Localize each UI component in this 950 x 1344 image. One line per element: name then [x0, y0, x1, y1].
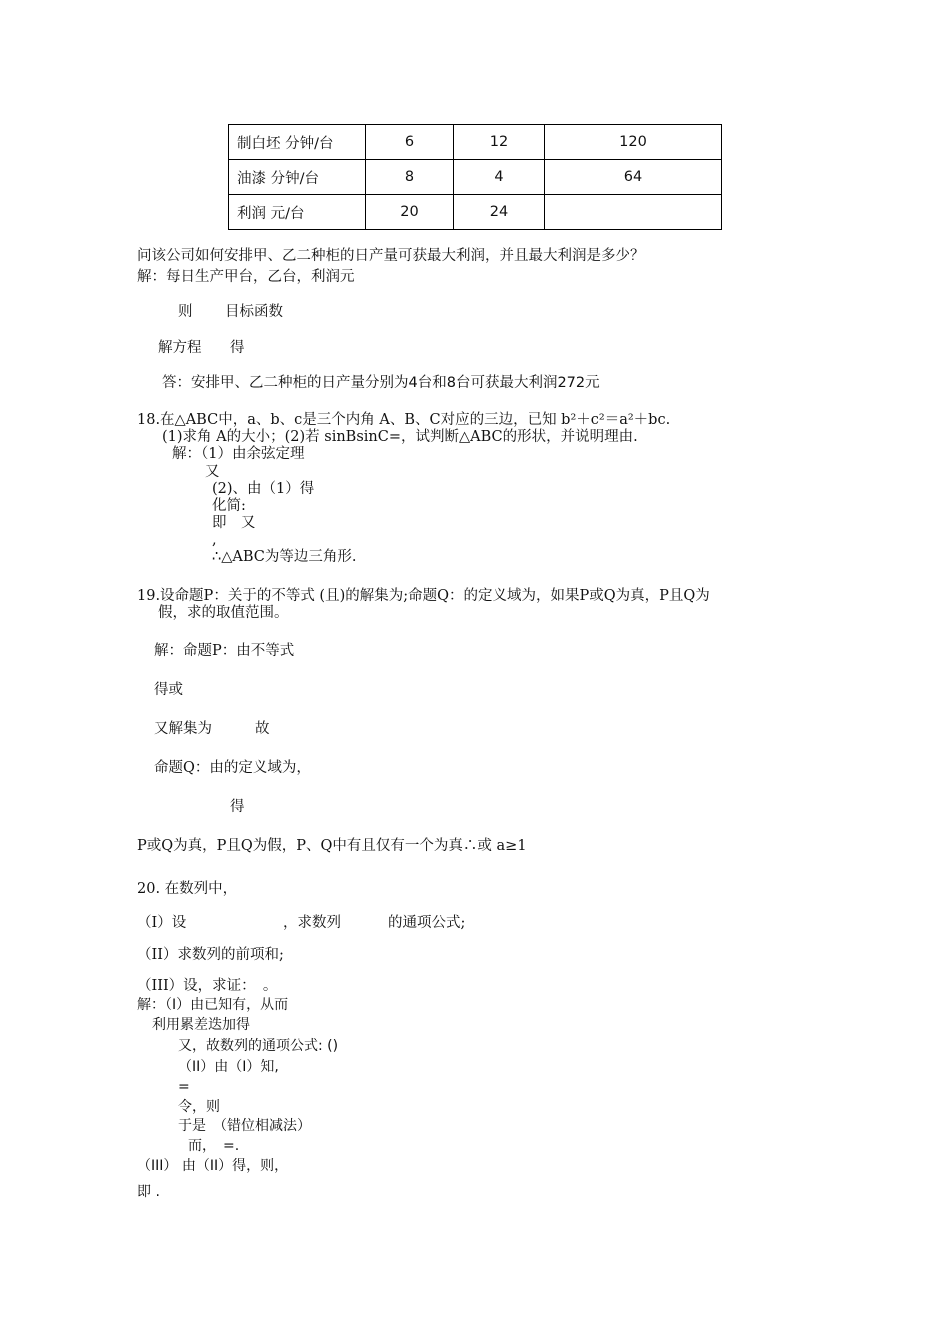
p19-statement: 19.设命题P：关于的不等式 (且)的解集为;命题Q：的定义域为，如果P或Q为真，P且Q为	[137, 588, 710, 604]
p20-question: 的通项公式;	[388, 915, 466, 931]
p20-solution-line: 即 .	[137, 1184, 160, 1200]
p20-question: （III）设，求证： 。	[137, 978, 278, 994]
table-row	[229, 195, 722, 230]
p20-solution-line: 解：（I）由已知有，从而	[137, 997, 289, 1013]
p18-solution-line: 又	[205, 464, 220, 480]
cell-value: 24	[454, 195, 545, 230]
row-label: 油漆 分钟/台	[229, 160, 366, 195]
p20-solution-line: 又，故数列的通项公式: ()	[178, 1038, 339, 1054]
p19-solution-line: 得或	[154, 682, 183, 698]
p18-solution-line: ∴△ABC为等边三角形.	[212, 549, 357, 565]
p20-solution-line: 利用累差迭加得	[152, 1017, 250, 1033]
p18-solution-line: 化简:	[212, 498, 246, 514]
p20-question: （I）设	[137, 915, 187, 931]
p18-statement: (1)求角 A的大小；(2)若 sinBsinC=，试判断△ABC的形状，并说明理由.	[162, 429, 638, 445]
p17-question: 问该公司如何安排甲、乙二种柜的日产量可获最大利润，并且最大利润是多少？	[137, 248, 645, 264]
p20-question: ，求数列	[283, 915, 341, 931]
p19-conclusion: P或Q为真，P且Q为假，P、Q中有且仅有一个为真∴或 a≥1	[137, 838, 527, 854]
p18-solution-line: (2)、由（1）得	[212, 481, 315, 497]
p20-solution-line: （III） 由（II）得，则，	[137, 1158, 289, 1174]
cell-value: 4	[454, 160, 545, 195]
p19-solution-line: 得	[230, 799, 245, 815]
p20-solution-line: （II）由（I）知,	[178, 1059, 279, 1075]
cell-value: 120	[545, 125, 722, 160]
p19-solution-line: 故	[255, 721, 270, 737]
p20-question: （II）求数列的前项和;	[137, 947, 284, 963]
p17-solution-line: 则	[178, 304, 193, 320]
row-label: 制白坯 分钟/台	[229, 125, 366, 160]
cell-value: 64	[545, 160, 722, 195]
p17-solution-line: 得	[230, 340, 245, 356]
table-row	[229, 125, 722, 160]
cell-value: 8	[366, 160, 454, 195]
p18-solution-line: 解：（1）由余弦定理	[172, 446, 305, 462]
p18-solution-line: 即 又	[212, 515, 256, 531]
p17-solution-line: 解：每日生产甲台，乙台，利润元	[137, 269, 355, 285]
p18-statement: 18.在△ABC中，a、b、c是三个内角 A、B、C对应的三边，已知 b²＋c²＝a²＋bc.	[137, 412, 671, 428]
cell-value: 12	[454, 125, 545, 160]
p20-solution-line: 令，则	[178, 1099, 220, 1115]
cell-value: 20	[366, 195, 454, 230]
p17-solution-line: 解方程	[158, 340, 202, 356]
p19-solution-line: 命题Q：由的定义域为，	[154, 760, 311, 776]
cell-value	[545, 195, 722, 230]
p18-solution-line: ,	[212, 532, 217, 548]
p20-solution-line: 于是 （错位相减法）	[178, 1118, 311, 1134]
p20-solution-line: 而， =.	[188, 1138, 240, 1154]
p19-solution-line: 解：命题P：由不等式	[154, 643, 295, 659]
table-row	[229, 160, 722, 195]
p19-statement: 假，求的取值范围。	[158, 605, 289, 621]
p20-solution-line: =	[178, 1079, 190, 1095]
cell-value: 6	[366, 125, 454, 160]
p17-solution-line: 目标函数	[225, 304, 283, 320]
production-table	[228, 124, 722, 230]
p20-title: 20. 在数列中，	[137, 881, 238, 897]
p19-solution-line: 又解集为	[154, 721, 212, 737]
row-label: 利润 元/台	[229, 195, 366, 230]
p17-answer: 答：安排甲、乙二种柜的日产量分别为4台和8台可获最大利润272元	[162, 375, 600, 391]
